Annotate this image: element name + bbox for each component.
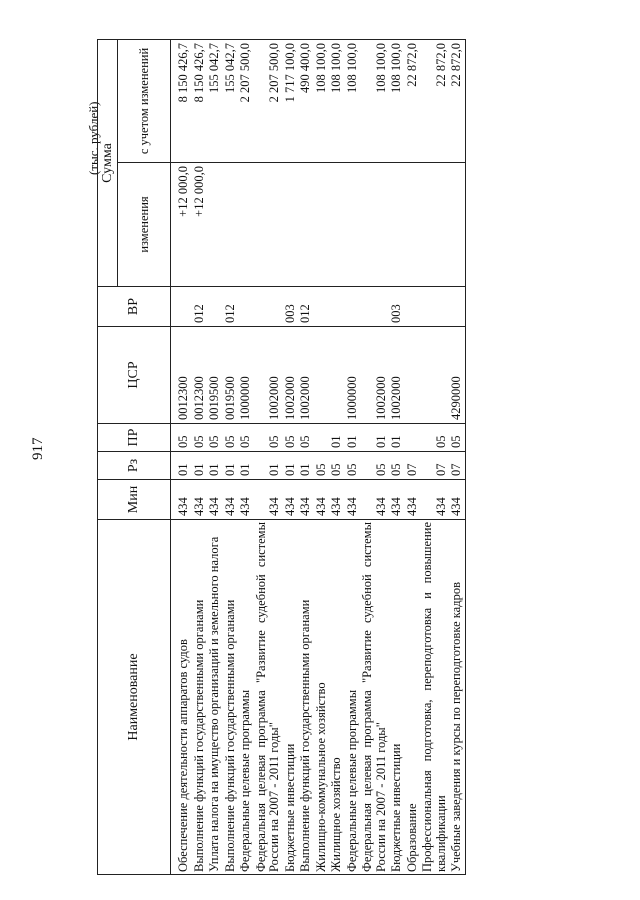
header-with-change: с учетом изменений [118,40,171,163]
row-name: Жилищно-коммунальное хозяйство [314,520,330,875]
row-name: Бюджетные инвестиции [389,520,405,875]
row-change [314,163,330,287]
row-csr [420,327,449,424]
budget-table [97,39,466,875]
row-csr: 1000000 [238,327,254,424]
row-pr [314,424,330,452]
row-change [449,163,465,287]
table-row [360,40,389,875]
row-total: 2 207 500,0 [254,40,283,163]
row-pr: 01 [360,424,389,452]
header-sum: Сумма [98,40,118,287]
row-vr [314,287,330,327]
row-pr: 05 [238,424,254,452]
row-change [238,163,254,287]
table-row [345,40,361,875]
row-min: 434 [329,480,345,520]
row-name: Учебные заведения и курсы по переподготовке кадров [449,520,465,875]
row-min: 434 [238,480,254,520]
row-min: 434 [345,480,361,520]
row-vr [345,287,361,327]
table-row [192,40,208,875]
table-row [254,40,283,875]
table-row [171,40,192,875]
row-pr: 05 [298,424,314,452]
row-change: +12 000,0 [192,163,208,287]
row-total: 22 872,0 [449,40,465,163]
row-min: 434 [254,480,283,520]
page-number: 917 [30,437,46,460]
row-rz: 05 [360,452,389,480]
row-rz: 05 [329,452,345,480]
row-vr: 003 [389,287,405,327]
row-min: 434 [171,480,192,520]
row-vr [254,287,283,327]
row-min: 434 [314,480,330,520]
row-min: 434 [449,480,465,520]
row-csr: 0012300 [171,327,192,424]
row-name: Образование [405,520,421,875]
row-name: Выполнение функций государственными органами [192,520,208,875]
row-change: +12 000,0 [171,163,192,287]
row-csr: 1002000 [283,327,299,424]
row-csr: 1000000 [345,327,361,424]
row-name: Федеральные целевые программы [238,520,254,875]
row-change [223,163,239,287]
table-body [171,40,466,875]
row-csr: 0012300 [192,327,208,424]
row-total: 2 207 500,0 [238,40,254,163]
header-pr: ПР [98,424,171,452]
row-total: 490 400,0 [298,40,314,163]
header-name: Наименование [98,520,171,875]
row-min: 434 [405,480,421,520]
row-total: 22 872,0 [405,40,421,163]
row-total: 108 100,0 [329,40,345,163]
row-change [405,163,421,287]
row-pr: 05 [449,424,465,452]
row-vr: 012 [298,287,314,327]
row-vr [171,287,192,327]
row-min: 434 [298,480,314,520]
row-rz: 05 [389,452,405,480]
row-rz: 01 [171,452,192,480]
row-min: 434 [283,480,299,520]
row-csr [314,327,330,424]
row-total: 8 150 426,7 [171,40,192,163]
row-vr [405,287,421,327]
row-name: Жилищное хозяйство [329,520,345,875]
row-rz: 01 [223,452,239,480]
row-pr: 05 [192,424,208,452]
table-row [238,40,254,875]
row-vr [449,287,465,327]
row-rz: 07 [449,452,465,480]
row-change [298,163,314,287]
table-row [283,40,299,875]
row-pr [405,424,421,452]
row-total: 22 872,0 [420,40,449,163]
row-total: 1 717 100,0 [283,40,299,163]
row-min: 434 [192,480,208,520]
row-rz: 01 [238,452,254,480]
row-vr [207,287,223,327]
row-rz: 01 [192,452,208,480]
table-row [449,40,465,875]
row-name: Уплата налога на имущество организаций и земельного налога [207,520,223,875]
row-csr [329,327,345,424]
row-rz: 07 [405,452,421,480]
row-csr: 0019500 [207,327,223,424]
row-name: Федеральные целевые программы [345,520,361,875]
row-min: 434 [420,480,449,520]
row-name: Федеральная целевая программа "Развитие судебной системы России на 2007 - 2011 годы" [254,520,283,875]
row-pr: 01 [329,424,345,452]
row-min: 434 [360,480,389,520]
row-csr: 1002000 [389,327,405,424]
row-min: 434 [389,480,405,520]
row-total: 155 042,7 [207,40,223,163]
row-pr: 05 [420,424,449,452]
row-rz: 05 [345,452,361,480]
row-total: 108 100,0 [345,40,361,163]
row-name: Бюджетные инвестиции [283,520,299,875]
row-total: 108 100,0 [360,40,389,163]
row-rz: 01 [254,452,283,480]
row-change [389,163,405,287]
row-rz: 05 [314,452,330,480]
table-row [389,40,405,875]
row-csr: 1002000 [360,327,389,424]
table-row [329,40,345,875]
row-total: 155 042,7 [223,40,239,163]
row-vr: 012 [223,287,239,327]
row-vr [329,287,345,327]
row-pr: 01 [389,424,405,452]
row-total: 108 100,0 [314,40,330,163]
row-rz: 01 [298,452,314,480]
row-name: Федеральная целевая программа "Развитие судебной системы России на 2007 - 2011 годы" [360,520,389,875]
row-name: Выполнение функций государственными органами [298,520,314,875]
row-change [283,163,299,287]
row-csr: 1002000 [254,327,283,424]
row-vr: 012 [192,287,208,327]
row-csr: 4290000 [449,327,465,424]
row-change [360,163,389,287]
table-row [420,40,449,875]
table-row [405,40,421,875]
row-vr: 003 [283,287,299,327]
units-label: (тыс. рублей) [86,101,101,175]
row-total: 108 100,0 [389,40,405,163]
row-pr: 05 [223,424,239,452]
header-change: изменения [118,163,171,287]
header-csr: ЦСР [98,327,171,424]
header-rz: Рз [98,452,171,480]
table-row [223,40,239,875]
row-name: Профессиональная подготовка, переподготовка и повышение квалификации [420,520,449,875]
row-pr: 05 [207,424,223,452]
row-vr [238,287,254,327]
row-change [329,163,345,287]
table-row [298,40,314,875]
header-min: Мин [98,480,171,520]
table-row [207,40,223,875]
row-rz: 01 [207,452,223,480]
row-csr: 0019500 [223,327,239,424]
row-pr: 01 [345,424,361,452]
row-pr: 05 [254,424,283,452]
row-pr: 05 [283,424,299,452]
row-pr: 05 [171,424,192,452]
row-name: Обеспечение деятельности аппаратов судов [171,520,192,875]
row-min: 434 [223,480,239,520]
row-change [420,163,449,287]
row-csr [405,327,421,424]
table-row [314,40,330,875]
row-csr: 1002000 [298,327,314,424]
row-rz: 01 [283,452,299,480]
row-name: Выполнение функций государственными органами [223,520,239,875]
row-change [254,163,283,287]
row-vr [420,287,449,327]
row-change [207,163,223,287]
row-change [345,163,361,287]
row-vr [360,287,389,327]
row-total: 8 150 426,7 [192,40,208,163]
row-rz: 07 [420,452,449,480]
header-vr: ВР [98,287,171,327]
row-min: 434 [207,480,223,520]
